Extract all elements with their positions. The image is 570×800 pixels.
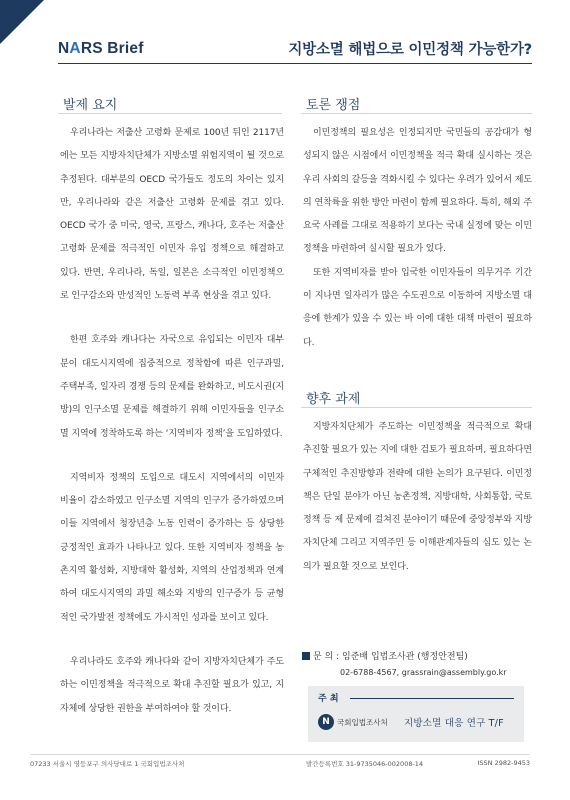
summary-body bbox=[60, 122, 284, 721]
page-header bbox=[58, 36, 532, 64]
square-bullet-icon bbox=[302, 652, 310, 660]
contact-line: 문 의 : 임준배 입법조사관 (행정안전팀) bbox=[313, 652, 468, 662]
debate-paragraph: 또한 지역비자를 받아 입국한 이민자들이 의무거주 기간이 지나면 일자리가 많은 수도권으로 이동하여 지방소멸 대응에 한계가 있을 수 있는 바 이에 대한 대책 마련이 필요하다. bbox=[303, 267, 532, 348]
footer-address: 07233 서울시 영등포구 의사당대로 1 국회입법조사처 bbox=[30, 760, 185, 768]
nars-brief-logo: NARS Brief bbox=[58, 40, 144, 57]
section-title-debate: 토론 쟁점 bbox=[301, 94, 532, 114]
host-name: 지방소멸 대응 연구 T/F bbox=[404, 718, 504, 729]
footer-registration: 발간등록번호 31-9735046-002008-14 bbox=[306, 760, 424, 768]
host-label: 주 최 bbox=[318, 694, 339, 704]
host-organization: 국회입법조사처 bbox=[337, 718, 388, 727]
summary-paragraph: 우리나라도 호주와 캐나다와 같이 지방자치단체가 주도하는 이민정책을 적극적으로 확대 추진할 필요가 있고, 지자체에 상당한 권한을 부여하여야 할 것이다. bbox=[60, 656, 284, 714]
contact-info bbox=[302, 650, 532, 680]
future-body bbox=[303, 416, 532, 579]
assembly-seal-icon: N bbox=[318, 714, 334, 730]
debate-body bbox=[303, 122, 532, 355]
summary-paragraph: 지역비자 정책의 도입으로 대도시 지역에서의 이민자 비율이 감소하였고 인구소멸 지역의 인구가 증가하였으며 이들 지역에서 청장년층 노동 인력이 증가하는 등 상당한 긍정적인 효과가 나타나고 있다. 또한 지역비자 정책을 농촌지역 활성화, 지방대학 활성화, 지역의 산업정책과 연계하여 대도시지역의 과밀 해소와 지방의 인구증가 등 균형적인 국가발전 정책에도 가시적인 성과를 보이고 있다. bbox=[60, 472, 284, 623]
divider bbox=[350, 698, 514, 699]
summary-paragraph: 한편 호주와 캐나다는 자국으로 유입되는 이민자 대부분이 대도시지역에 집중적으로 정착함에 따른 인구과밀, 주택부족, 일자리 경쟁 등의 문제를 완화하고, 비도시권(지방)의 인구소멸 문제를 해결하기 위해 이민자들을 인구소멸 지역에 정착하도록 하는 ‘지역비자 정책’을 도입하였다. bbox=[60, 335, 284, 439]
page-title: 지방소멸 해법으로 이민정책 가능한가? bbox=[288, 42, 532, 58]
contact-details: 02-6788-4567, grassrain@assembly.go.kr bbox=[340, 668, 507, 677]
section-title-summary: 발제 요지 bbox=[58, 94, 282, 114]
section-title-future: 향후 과제 bbox=[301, 388, 532, 408]
host-box bbox=[308, 686, 524, 742]
corner-decoration bbox=[0, 0, 44, 44]
summary-paragraph: 우리나라는 저출산 고령화 문제로 100년 뒤인 2117년에는 모든 지방자치단체가 지방소멸 위험지역이 될 것으로 추정된다. 대부분의 OECD 국가들도 정도의 차이는 있지만, 우리나라와 같은 저출산 고령화 문제를 겪고 있다. OECD 국가 중 미국, 영국, 프랑스, 캐나다, 호주는 저출산 고령화 문제를 적극적인 이민자 유입 정책으로 해결하고 있다. 반면, 우리나라, 독일, 일본은 소극적인 이민정책으로 인구감소와 만성적인 노동력 부족 현상을 겪고 있다. bbox=[60, 128, 284, 302]
page-footer bbox=[30, 754, 530, 768]
debate-paragraph: 이민정책의 필요성은 인정되지만 국민들의 공감대가 형성되지 않은 시점에서 이민정책을 적극 확대 실시하는 것은 우리 사회의 갈등을 격화시킬 수 있다는 우려가 있어서 제도의 연착륙을 위한 방안 마련이 함께 필요하다. 특히, 해외 주요국 사례를 그대로 적용하기 보다는 국내 실정에 맞는 이민정책을 마련하여 실시할 필요가 있다. bbox=[303, 128, 532, 255]
footer-issn: ISSN 2982-9453 bbox=[477, 759, 530, 767]
future-paragraph: 지방자치단체가 주도하는 이민정책을 적극적으로 확대 추진할 필요가 있는 지에 대한 검토가 필요하며, 필요하다면 구체적인 추진방향과 전략에 대한 논의가 요구된다. 이민정책은 단일 분야가 아닌 농촌정책, 지방대학, 사회통합, 국토정책 등 제 문제에 걸쳐진 분야이기 때문에 중앙정부와 지방자치단체 그리고 지역주민 등 이해관계자들의 심도 있는 논의가 필요할 것으로 보인다. bbox=[303, 422, 532, 572]
